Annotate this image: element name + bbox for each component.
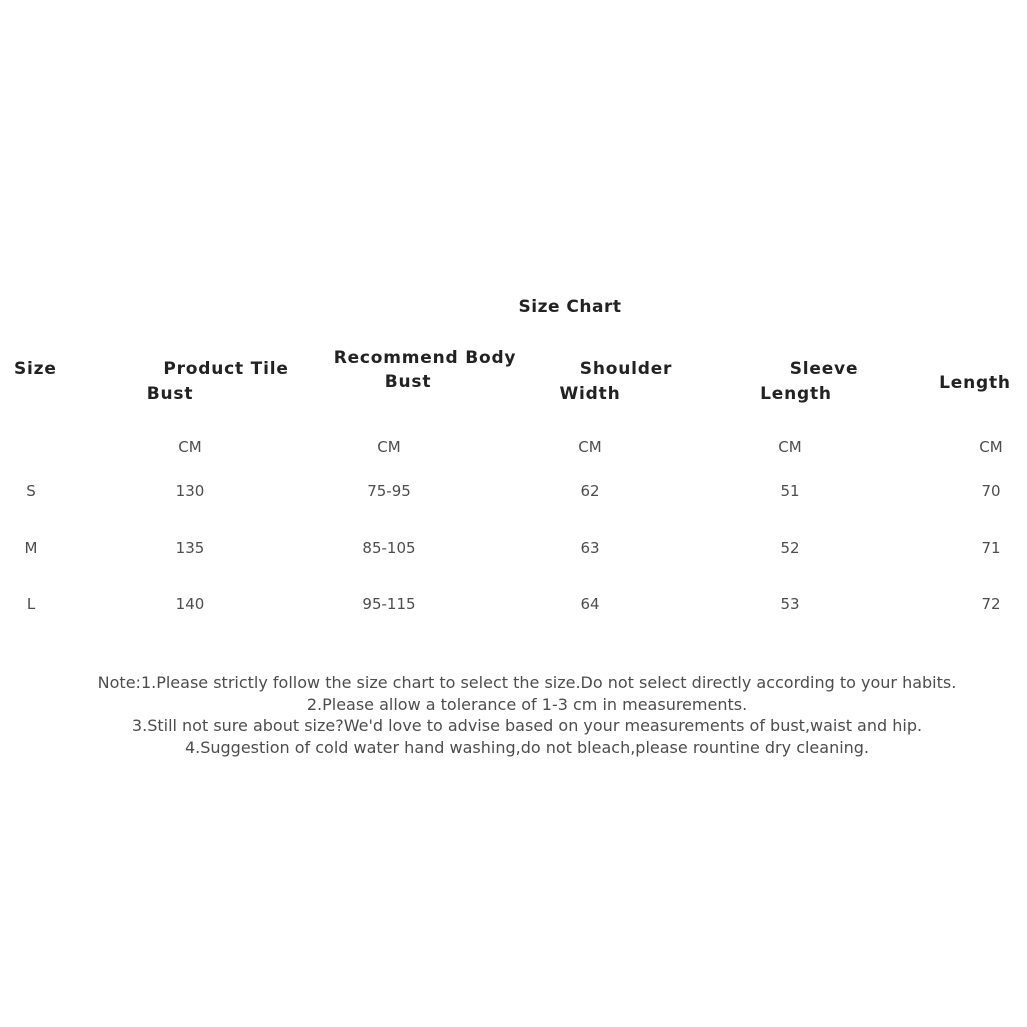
notes-block <box>27 672 1027 759</box>
note-line-2: 2.Please allow a tolerance of 1-3 cm in measurements. <box>306 694 748 714</box>
unit-cell-sleeve: CM <box>778 438 802 456</box>
value-cell: 62 <box>580 482 600 500</box>
col-header-length: Length <box>939 373 1011 393</box>
unit-cell-shoulder: CM <box>578 438 602 456</box>
value-cell: 72 <box>981 595 1001 613</box>
value-cell: 75-95 <box>367 482 411 500</box>
col-header-product-tile-line2: Bust <box>146 384 194 404</box>
size-cell-l: L <box>26 595 36 613</box>
unit-cell-length: CM <box>979 438 1003 456</box>
note-line-4: 4.Suggestion of cold water hand washing,do not bleach,please rountine dry cleaning. <box>184 738 870 758</box>
value-cell: 71 <box>981 539 1001 557</box>
col-header-product-tile-line1: Product Tile <box>163 359 289 379</box>
note-line-3: 3.Still not sure about size?We'd love to advise based on your measurements of bust,waist and hip. <box>131 716 923 736</box>
col-header-recommend-body-line1: Recommend Body <box>333 348 517 368</box>
col-header-recommend-body-line2: Bust <box>384 372 432 392</box>
col-header-shoulder-line2: Width <box>559 384 621 404</box>
value-cell: 51 <box>780 482 800 500</box>
size-cell-m: M <box>24 539 38 557</box>
col-header-size: Size <box>14 359 57 379</box>
value-cell: 135 <box>175 539 205 557</box>
value-cell: 70 <box>981 482 1001 500</box>
value-cell: 95-115 <box>362 595 416 613</box>
page-title: Size Chart <box>518 297 622 317</box>
value-cell: 52 <box>780 539 800 557</box>
value-cell: 130 <box>175 482 205 500</box>
value-cell: 140 <box>175 595 205 613</box>
value-cell: 85-105 <box>362 539 416 557</box>
value-cell: 63 <box>580 539 600 557</box>
value-cell: 64 <box>580 595 600 613</box>
note-line-1: Note:1.Please strictly follow the size chart to select the size.Do not select directly according to your habits. <box>97 673 957 692</box>
unit-cell-bust: CM <box>178 438 202 456</box>
col-header-shoulder-line1: Shoulder <box>579 359 673 379</box>
size-cell-s: S <box>26 482 36 500</box>
value-cell: 53 <box>780 595 800 613</box>
unit-cell-body-bust: CM <box>377 438 401 456</box>
col-header-sleeve-line2: Length <box>760 384 832 404</box>
col-header-sleeve-line1: Sleeve <box>789 359 859 379</box>
